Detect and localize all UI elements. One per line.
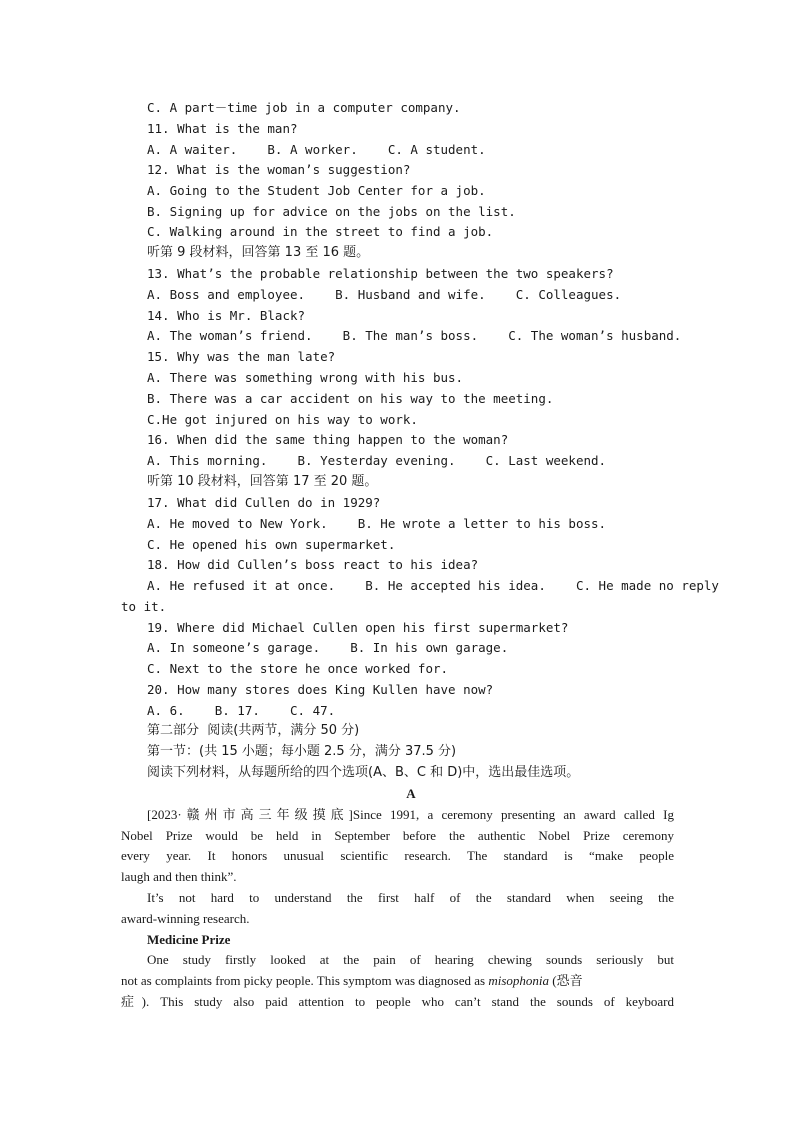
q20-question: 20. How many stores does King Kullen have now?	[147, 682, 494, 697]
part-two-title: 第二部分 阅读(共两节，满分 50 分)	[147, 723, 360, 738]
q17-question: 17. What did Cullen do in 1929?	[147, 495, 381, 510]
paragraph-3-line-1: One study firstly looked at the pain of hearing chewing sounds seriously but	[147, 952, 674, 967]
paragraph-3-line-2-text-b: (恐音	[549, 973, 583, 988]
section-9-instruction: 听第 9 段材料，回答第 13 至 16 题。	[147, 245, 370, 260]
q16-question: 16. When did the same thing happen to the woman?	[147, 432, 509, 447]
q13-options: A. Boss and employee. B. Husband and wife. C. Colleagues.	[147, 287, 622, 302]
q12-option-a: A. Going to the Student Job Center for a job.	[147, 183, 486, 198]
q19-option-c: C. Next to the store he once worked for.	[147, 661, 449, 676]
paragraph-1-line-2: Nobel Prize would be held in September before the authentic Nobel Prize ceremony	[121, 828, 674, 843]
q11-options: A. A waiter. B. A worker. C. A student.	[147, 142, 486, 157]
paragraph-2-line-1: It’s not hard to understand the first half of the standard when seeing the	[147, 890, 674, 905]
section-one-title: 第一节：(共 15 小题；每小题 2.5 分，满分 37.5 分)	[147, 744, 457, 759]
q17-option-c: C. He opened his own supermarket.	[147, 537, 396, 552]
paragraph-1-line-3: every year. It honors unusual scientific research. The standard is “make people	[121, 848, 674, 863]
q14-question: 14. Who is Mr. Black?	[147, 308, 306, 323]
passage-label: A	[406, 786, 416, 801]
subheading-medicine-prize: Medicine Prize	[147, 932, 231, 947]
q12-option-c: C. Walking around in the street to find a job.	[147, 224, 494, 239]
paragraph-3-line-3: 症). This study also paid attention to people who can’t stand the sounds of keyboard	[121, 994, 674, 1009]
paragraph-2-line-2: award-winning research.	[121, 911, 250, 926]
paragraph-1-line-1: [2023·赣州市高三年级摸底]Since 1991, a ceremony presenting an award called Ig	[147, 807, 674, 822]
misophonia-term: misophonia	[488, 973, 549, 988]
q19-options-ab: A. In someone’s garage. B. In his own garage.	[147, 640, 509, 655]
q20-options: A. 6. B. 17. C. 47.	[147, 703, 336, 718]
q18-options-wrap: to it.	[121, 599, 167, 614]
q10-option-c: C. A part－time job in a computer company.	[147, 100, 461, 115]
q19-question: 19. Where did Michael Cullen open his first supermarket?	[147, 620, 569, 635]
q15-option-b: B. There was a car accident on his way to the meeting.	[147, 391, 554, 406]
paragraph-1-line-4: laugh and then think”.	[121, 869, 237, 884]
q18-options: A. He refused it at once. B. He accepted his idea. C. He made no reply	[147, 578, 719, 593]
q15-option-a: A. There was something wrong with his bus.	[147, 370, 464, 385]
paragraph-3-line-2-text-a: not as complaints from picky people. This symptom was diagnosed as	[121, 973, 489, 988]
q13-question: 13. What’s the probable relationship between the two speakers?	[147, 266, 614, 281]
q15-option-c: C.He got injured on his way to work.	[147, 412, 418, 427]
q12-option-b: B. Signing up for advice on the jobs on the list.	[147, 204, 516, 219]
q12-question: 12. What is the woman’s suggestion?	[147, 162, 411, 177]
q11-question: 11. What is the man?	[147, 121, 298, 136]
q15-question: 15. Why was the man late?	[147, 349, 336, 364]
q18-question: 18. How did Cullen’s boss react to his idea?	[147, 557, 479, 572]
reading-instruction: 阅读下列材料，从每题所给的四个选项(A、B、C 和 D)中，选出最佳选项。	[147, 765, 580, 780]
section-10-instruction: 听第 10 段材料，回答第 17 至 20 题。	[147, 474, 378, 489]
paragraph-3-line-2	[121, 973, 583, 989]
q17-options-ab: A. He moved to New York. B. He wrote a letter to his boss.	[147, 516, 607, 531]
q16-options: A. This morning. B. Yesterday evening. C. Last weekend.	[147, 453, 607, 468]
q14-options: A. The woman’s friend. B. The man’s boss. C. The woman’s husband.	[147, 328, 682, 343]
